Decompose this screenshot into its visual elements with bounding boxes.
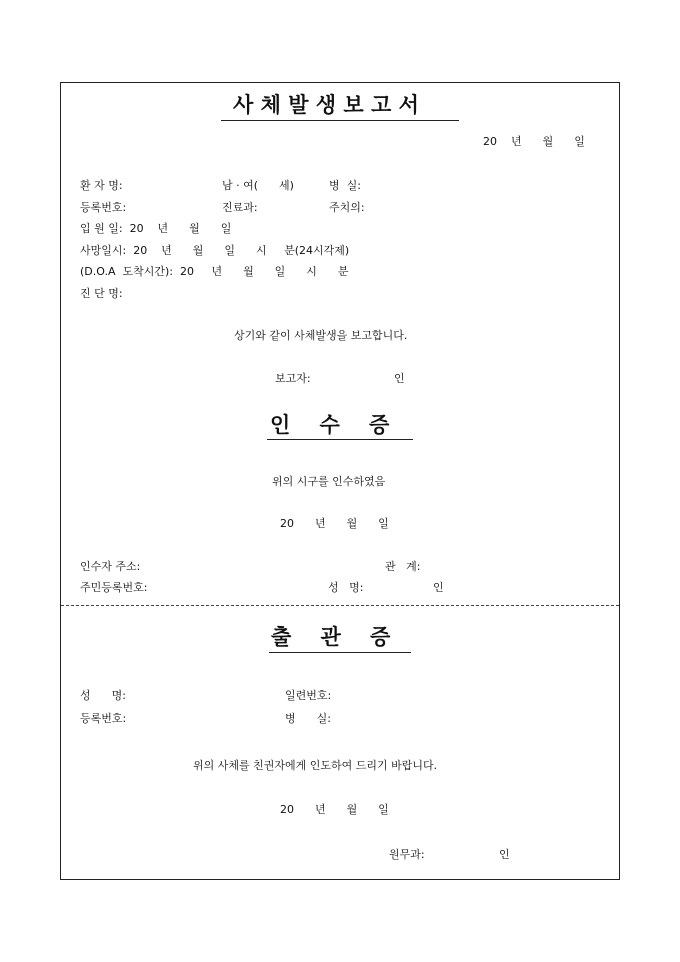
department-label: 진료과:: [222, 201, 258, 214]
serial-number-label: 일련번호:: [285, 689, 332, 702]
receipt-statement: 위의 시구를 인수하였음: [272, 475, 386, 488]
ward-label: 병 실:: [329, 179, 361, 192]
sex-age-label: 남 · 여( 세): [222, 179, 294, 192]
cut-line-divider: [61, 605, 619, 606]
death-datetime-line: 사망일시: 20 년 월 일 시 분(24시각제): [80, 244, 350, 257]
doa-arrival-line: (D.O.A 도착시간): 20 년 월 일 시 분: [80, 265, 349, 278]
report-statement: 상기와 같이 사체발생을 보고합니다.: [234, 329, 408, 342]
receipt-title: 인 수 증: [270, 412, 390, 437]
registration-number-label: 등록번호:: [80, 201, 127, 214]
relation-label: 관 계:: [385, 560, 421, 573]
receiver-seal: 인: [433, 581, 444, 594]
patient-name-label: 환 자 명:: [80, 179, 123, 192]
form-page: [60, 82, 620, 880]
reporter-seal: 인: [394, 372, 405, 385]
release-statement: 위의 사체를 친권자에게 인도하여 드리기 바랍니다.: [193, 759, 438, 772]
release-date: 20 년 월 일: [280, 803, 389, 816]
admin-dept-label: 원무과:: [389, 848, 425, 861]
release-registration-number-label: 등록번호:: [80, 712, 127, 725]
receipt-date: 20 년 월 일: [280, 517, 389, 530]
admission-date-line: 입 원 일: 20 년 월 일: [80, 222, 232, 235]
report-title-underline: [221, 120, 459, 121]
report-title: 사 체 발 생 보 고 서: [233, 92, 419, 117]
release-ward-label: 병 실:: [285, 712, 331, 725]
receiver-name-label: 성 명:: [328, 581, 364, 594]
resident-number-label: 주민등록번호:: [80, 581, 148, 594]
receipt-title-underline: [267, 439, 413, 440]
report-date: 20 년 월 일: [483, 135, 585, 148]
diagnosis-label: 진 단 명:: [80, 287, 123, 300]
release-title: 출 관 증: [271, 624, 391, 649]
reporter-label: 보고자:: [275, 372, 311, 385]
admin-dept-seal: 인: [499, 848, 510, 861]
release-title-underline: [269, 652, 411, 653]
attending-physician-label: 주치의:: [329, 201, 365, 214]
receiver-address-label: 인수자 주소:: [80, 560, 141, 573]
deceased-name-label: 성 명:: [80, 689, 126, 702]
